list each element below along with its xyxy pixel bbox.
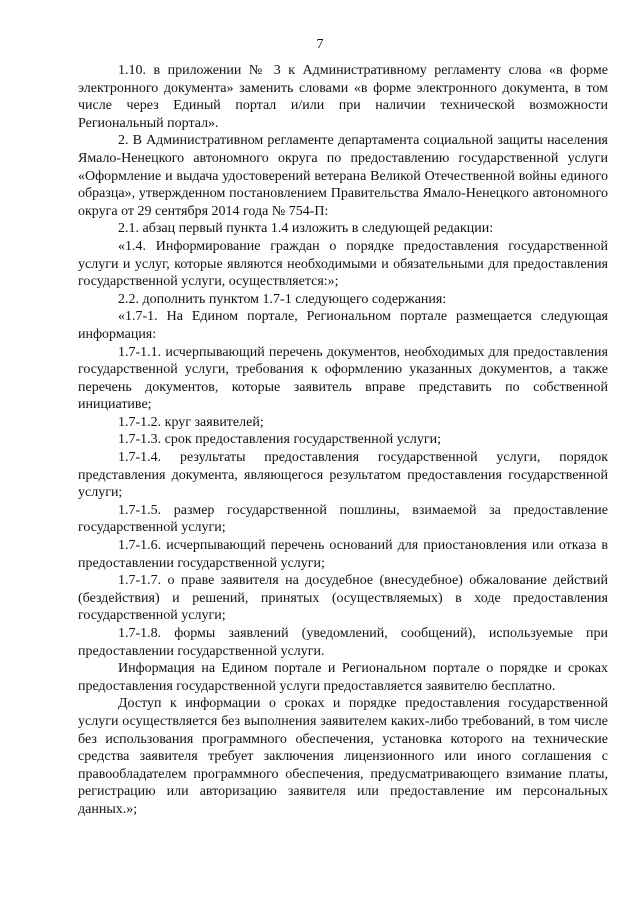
paragraph: Доступ к информации о сроках и порядке предоставления государственной услуги осуществляется без выполнения заявителем каких-либо требований, в том числе без использования программного обеспечения, установка которого на технические средства заявителя требует заключения лицензионного или иного соглашения с правообладателем программного обеспечения, предусматривающего взимание платы, регистрацию или авторизацию заявителя или предоставление им персональных данных.»; [78,696,608,817]
paragraph: 2.2. дополнить пунктом 1.7-1 следующего содержания: [118,291,447,307]
paragraph: 1.7-1.7. о праве заявителя на досудебное (внесудебное) обжалование действий (бездействия) и решений, принятых (осуществляемых) в ходе предоставления государственной услуги; [78,573,608,624]
paragraph: 1.7-1.6. исчерпывающий перечень оснований для приостановления или отказа в предоставлении государственной услуги; [78,538,608,571]
page-number: 7 [316,37,324,52]
paragraph: 1.7-1.8. формы заявлений (уведомлений, сообщений), используемые при предоставлении государственной услуги. [78,626,608,659]
paragraph: «1.7-1. На Едином портале, Региональном портале размещается следующая информация: [78,309,608,342]
paragraph: «1.4. Информирование граждан о порядке предоставления государственной услуги и услуг, которые являются необходимыми и обязательными для предоставления государственной услуги, осуществляется:»; [78,238,608,290]
paragraph: 1.7-1.5. размер государственной пошлины, взимаемой за предоставление государственной услуги; [78,502,608,536]
paragraph: Информация на Едином портале и Региональном портале о порядке и сроках предоставления государственной услуги предоставляется заявителю бесплатно. [78,661,608,694]
document-body [78,62,608,819]
paragraph: 2.1. абзац первый пункта 1.4 изложить в следующей редакции: [118,221,494,237]
paragraph: 1.7-1.2. круг заявителей; [118,414,264,430]
paragraph: 1.7-1.3. срок предоставления государственной услуги; [118,432,442,448]
paragraph: 1.7-1.4. результаты предоставления государственной услуги, порядок представления документа, являющегося результатом предоставления государственной услуги; [78,450,608,501]
paragraph: 2. В Административном регламенте департамента социальной защиты населения Ямало-Ненецкого автономного округа по предоставлению государственной услуги «Оформление и выдача удостоверений ветерана Великой Отечественной войны единого образца», утвержденном постановлением Правительства Ямало-Ненецкого автономного округа от 29 сентября 2014 года № 754-П: [78,133,608,219]
paragraph: 1.10. в приложении № 3 к Административному регламенту слова «в форме электронного документа» заменить словами «в форме электронного документа, в том числе через Единый портал и/или при наличии технической возможности Региональный портал». [78,63,608,131]
paragraph: 1.7-1.1. исчерпывающий перечень документов, необходимых для предоставления государственной услуги, требования к оформлению указанных документов, а также перечень документов, которые заявитель вправе представить по собственной инициативе; [78,344,608,413]
